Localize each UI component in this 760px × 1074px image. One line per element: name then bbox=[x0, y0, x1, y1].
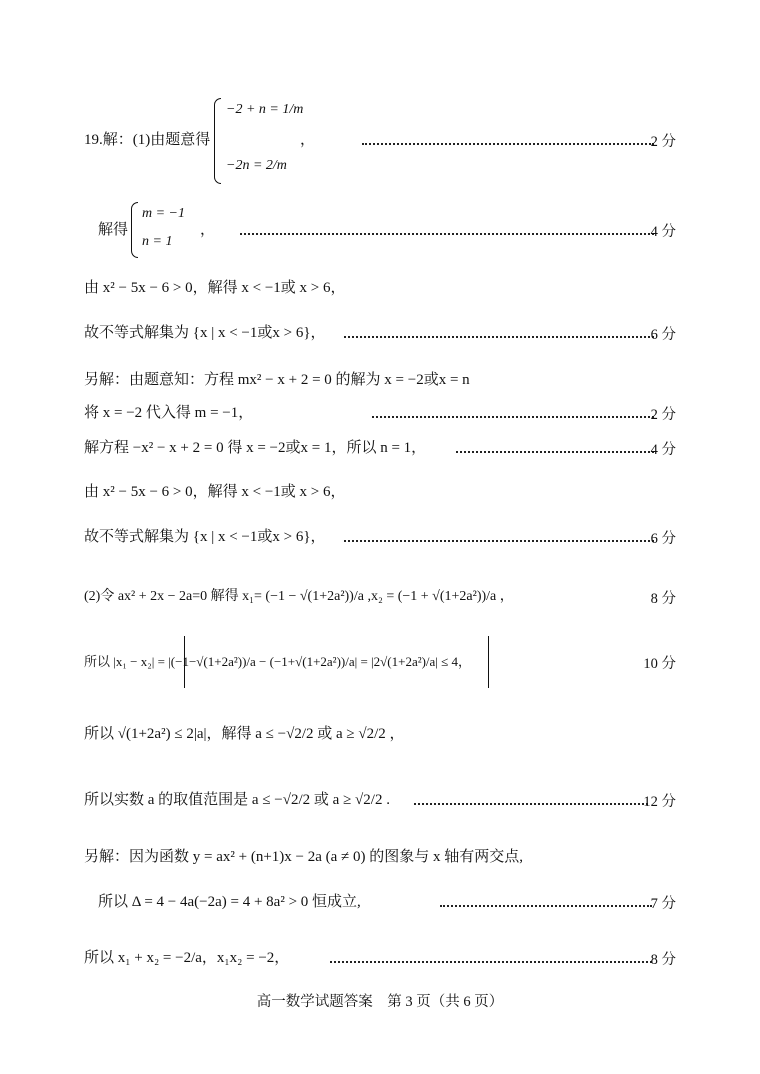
solve-label: 解得 bbox=[98, 222, 129, 238]
abs-bar-right bbox=[488, 636, 489, 688]
alt2-score-8: 8 分 bbox=[650, 952, 676, 968]
system2-eq2: n = 1 bbox=[142, 234, 173, 249]
score-6: 6 分 bbox=[650, 327, 676, 343]
part2-difference-line: 所以 |x₁ − x₂| = |(−1−√(1+2a²))/a − (−1+√(1+2a²))/a| = |2√(1+2a²)/a| ≤ 4， bbox=[84, 654, 472, 669]
dot-leader bbox=[344, 336, 654, 338]
solution-set-line: 故不等式解集为 {x | x < −1或x > 6}， bbox=[84, 325, 326, 341]
system-brace-2 bbox=[131, 202, 138, 258]
alt2-line1: 所以 Δ = 4 − 4a(−2a) = 4 + 8a² > 0 恒成立, bbox=[98, 894, 361, 910]
alt1-title: 另解：由题意知：方程 mx² − x + 2 = 0 的解为 x = −2或x = n bbox=[84, 372, 470, 388]
part2-roots-line: (2)令 ax² + 2x − 2a=0 解得 x₁= (−1 − √(1+2a²))/a ,x₂ = (−1 + √(1+2a²))/a ， bbox=[84, 589, 514, 604]
dot-leader bbox=[330, 961, 652, 963]
part2-range-line: 所以实数 a 的取值范围是 a ≤ −√2/2 或 a ≥ √2/2 . bbox=[84, 792, 390, 808]
inequality-line: 由 x² − 5x − 6 > 0，解得 x < −1或 x > 6， bbox=[84, 280, 346, 296]
part2-inequality-line: 所以 √(1+2a²) ≤ 2|a|，解得 a ≤ −√2/2 或 a ≥ √2/2 ， bbox=[84, 726, 405, 742]
alt2-score-7: 7 分 bbox=[650, 896, 676, 912]
part2-score-12: 12 分 bbox=[643, 794, 676, 810]
system1-tail: ， bbox=[300, 132, 316, 148]
system1-eq1: −2 + n = 1/m bbox=[226, 102, 304, 117]
q19-label: 19.解：(1)由题意得 bbox=[84, 132, 211, 148]
dot-leader bbox=[456, 451, 654, 453]
page-footer: 高一数学试题答案 第 3 页（共 6 页） bbox=[256, 994, 504, 1010]
system1-eq2: −2n = 2/m bbox=[226, 158, 287, 173]
system2-eq1: m = −1 bbox=[142, 206, 186, 221]
part2-score-10: 10 分 bbox=[643, 656, 676, 672]
alt1-line1: 将 x = −2 代入得 m = −1， bbox=[84, 405, 254, 421]
system2-tail: ， bbox=[200, 222, 216, 238]
dot-leader bbox=[362, 143, 654, 145]
score-4: 4 分 bbox=[650, 224, 676, 240]
dot-leader bbox=[240, 233, 654, 235]
dot-leader bbox=[372, 416, 654, 418]
alt1-line3: 由 x² − 5x − 6 > 0，解得 x < −1或 x > 6， bbox=[84, 484, 346, 500]
system-brace-1 bbox=[214, 98, 221, 184]
dot-leader bbox=[440, 905, 652, 907]
part2-score-8: 8 分 bbox=[650, 591, 676, 607]
alt2-line2: 所以 x₁ + x₂ = −2/a，x₁x₂ = −2， bbox=[84, 950, 290, 966]
dot-leader bbox=[414, 803, 648, 805]
alt1-score-2: 2 分 bbox=[650, 407, 676, 423]
alt1-score-6: 6 分 bbox=[650, 531, 676, 547]
alt1-line4: 故不等式解集为 {x | x < −1或x > 6}， bbox=[84, 529, 326, 545]
alt1-score-4: 4 分 bbox=[650, 442, 676, 458]
alt2-title: 另解：因为函数 y = ax² + (n+1)x − 2a (a ≠ 0) 的图象与 x 轴有两交点, bbox=[84, 849, 524, 865]
score-2: 2 分 bbox=[650, 134, 676, 150]
alt1-line2: 解方程 −x² − x + 2 = 0 得 x = −2或x = 1，所以 n = 1， bbox=[84, 440, 427, 456]
dot-leader bbox=[344, 540, 654, 542]
